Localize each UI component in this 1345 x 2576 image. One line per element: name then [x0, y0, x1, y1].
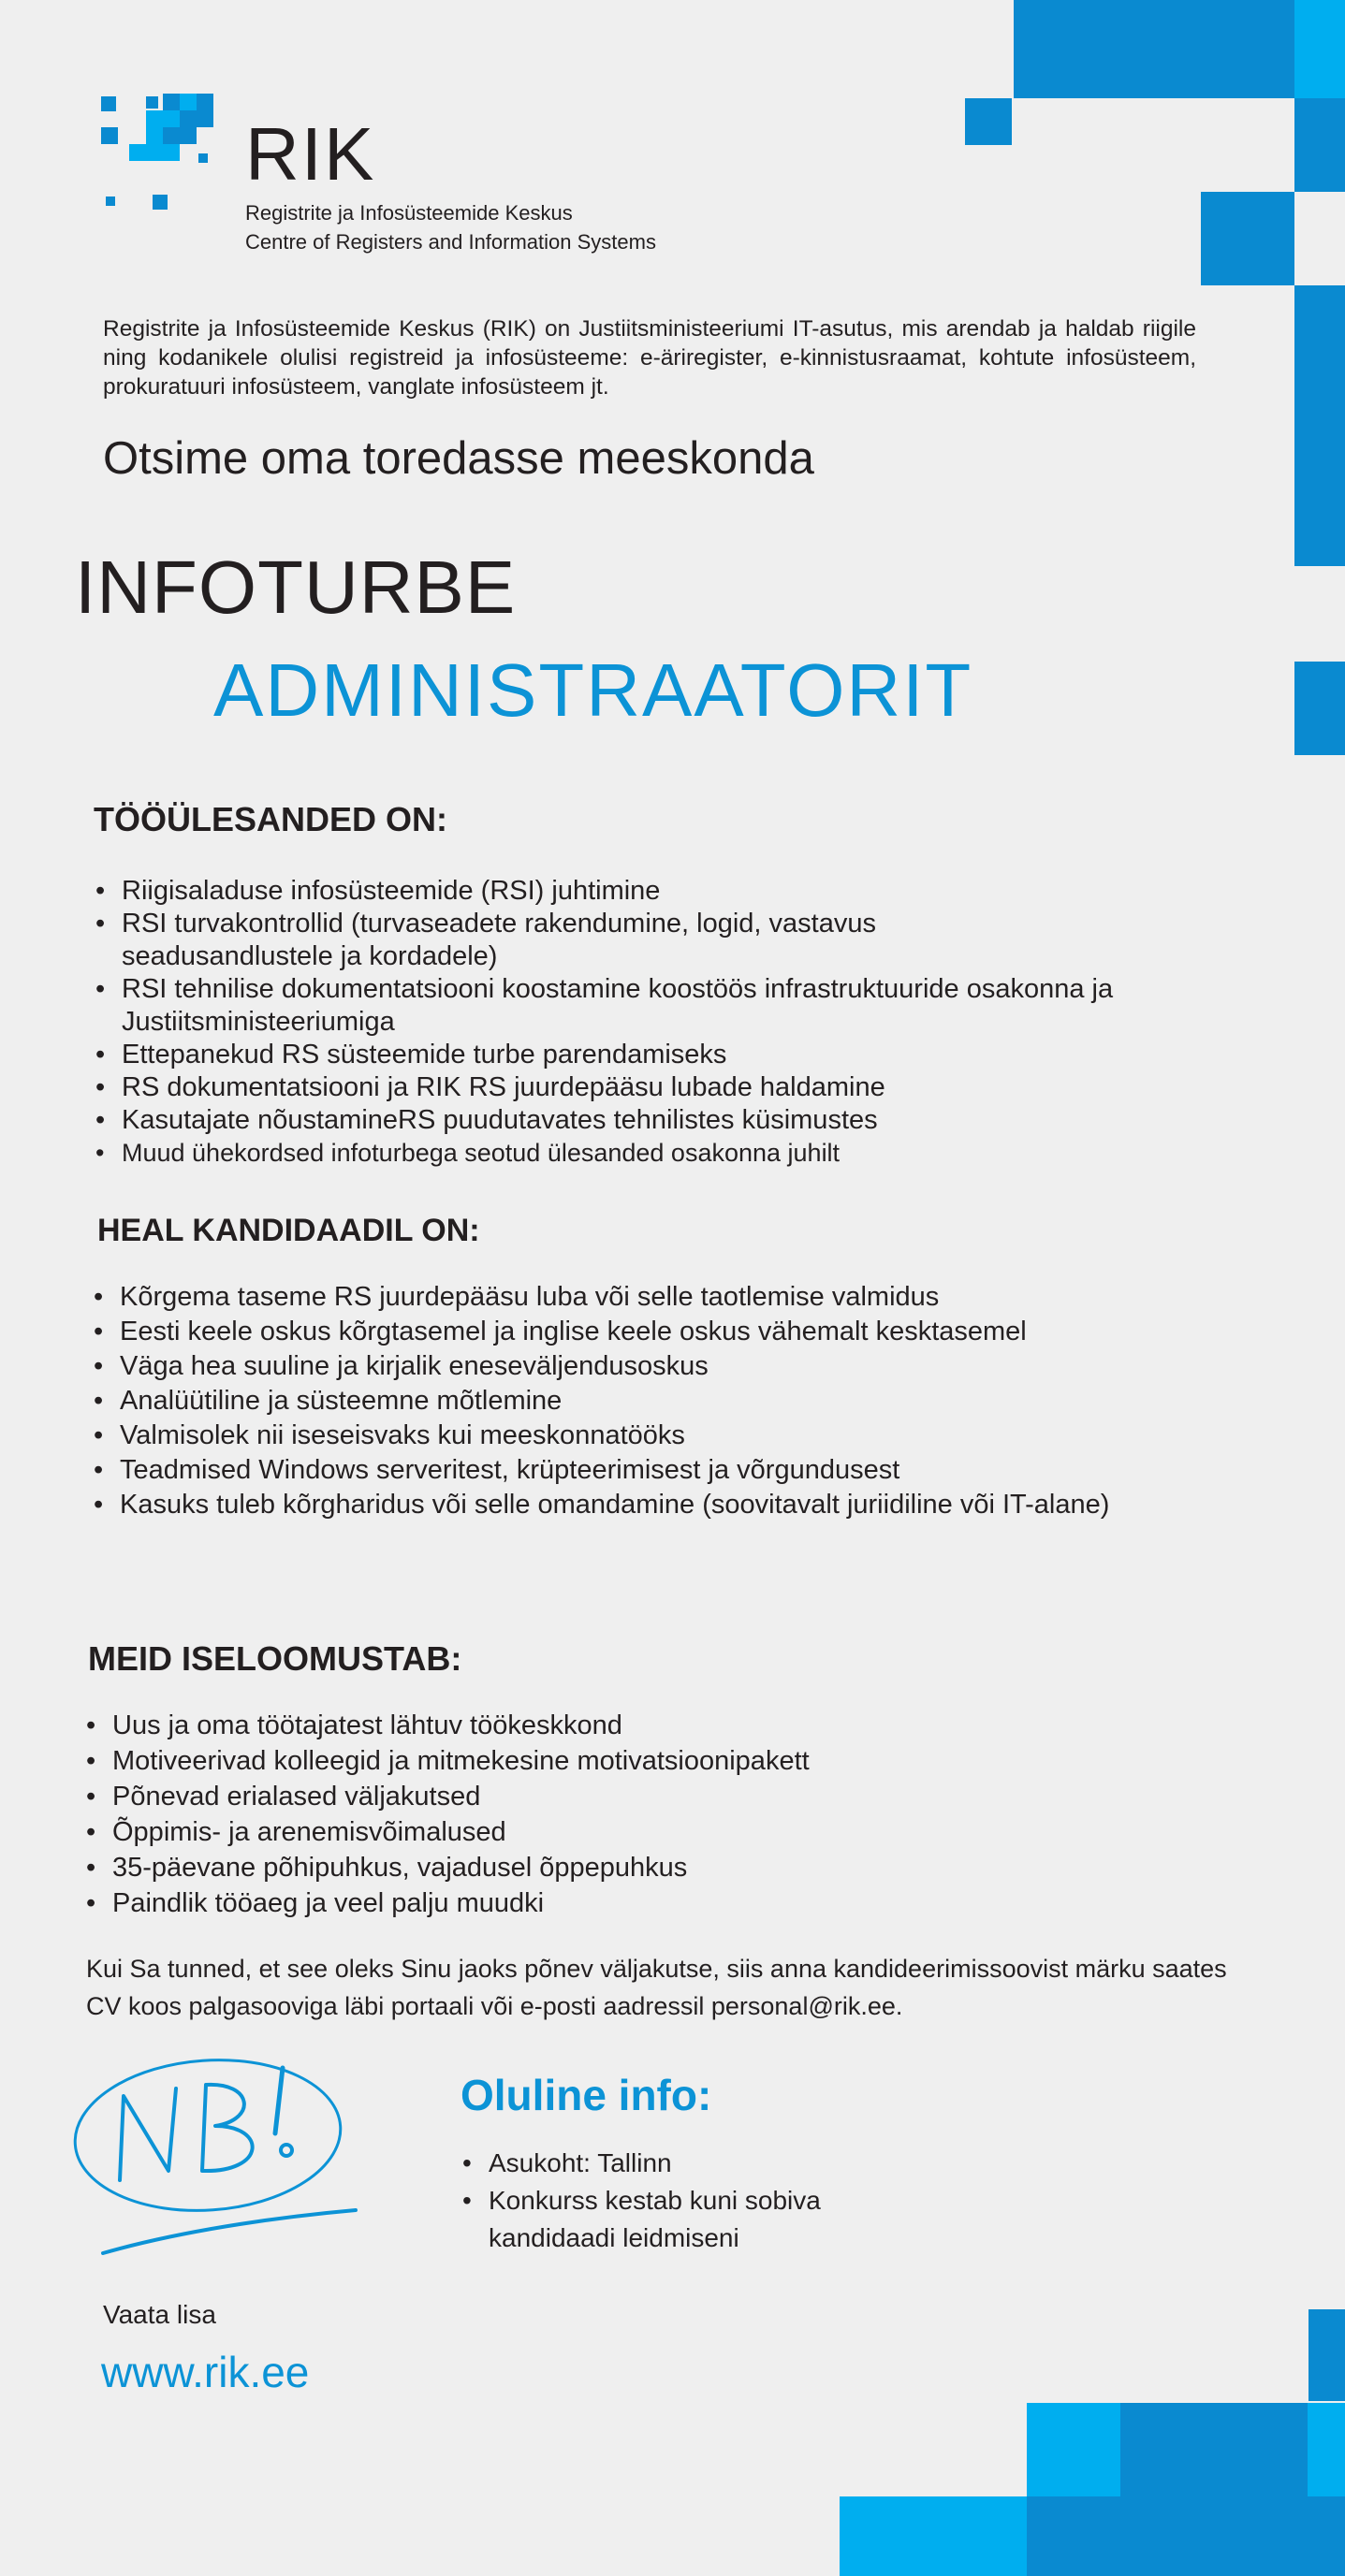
- position-title-line1: INFOTURBE: [75, 546, 517, 629]
- logo-name: RIK: [245, 112, 376, 196]
- list-item: • Ettepanekud RS süsteemide turbe parendamiseks: [95, 1039, 1219, 1071]
- list-item: • 35-päevane põhipuhkus, vajadusel õppepuhkus: [86, 1850, 1116, 1885]
- deco-square: [1027, 2496, 1345, 2576]
- deco-square: [840, 2496, 1027, 2576]
- list-item: • Teadmised Windows serveritest, krüpteerimisest ja võrgundusest: [94, 1453, 1264, 1488]
- deco-square: [1308, 2309, 1345, 2401]
- list-item: • Muud ühekordsed infoturbega seotud ülesanded osakonna juhilt: [95, 1137, 1219, 1170]
- deco-square: [1014, 0, 1294, 98]
- list-item: • Riigisaladuse infosüsteemide (RSI) juhtimine: [95, 875, 1219, 908]
- logo-subtitle-et: Registrite ja Infosüsteemide Keskus: [245, 201, 573, 225]
- list-item: • Väga hea suuline ja kirjalik eneseväljendusoskus: [94, 1349, 1264, 1384]
- deco-square: [1201, 192, 1294, 285]
- deco-square: [965, 98, 1012, 145]
- nb-handwritten-icon: [66, 2040, 365, 2264]
- list-item: • Õppimis- ja arenemisvõimalused: [86, 1814, 1116, 1850]
- list-item: • Paindlik tööaeg ja veel palju muudki: [86, 1885, 1116, 1921]
- deco-square: [1294, 98, 1345, 192]
- list-item: • Kõrgema taseme RS juurdepääsu luba või selle taotlemise valmidus: [94, 1280, 962, 1315]
- position-title-line2: ADMINISTRAATORIT: [213, 648, 973, 732]
- deco-square: [1294, 0, 1345, 98]
- list-item: • Põnevad erialased väljakutsed: [86, 1779, 1116, 1814]
- list-item: • RSI turvakontrollid (turvaseadete rakendumine, logid, vastavus seadusandlustele ja kordadele): [95, 908, 992, 973]
- candidate-title: HEAL KANDIDAADIL ON:: [97, 1213, 480, 1248]
- logo-mark-icon: [101, 92, 232, 218]
- intro-text: Registrite ja Infosüsteemide Keskus (RIK) on Justiitsministeeriumi IT-asutus, mis arendab ja haldab riigile ning kodanikele olulisi registreid ja infosüsteeme: e-äriregister, e-kinnistusraamat, kohtute infosüsteem, prokuratuuri infosüsteem, vanglate infosüsteem jt.: [103, 316, 1196, 400]
- deco-square: [1294, 285, 1345, 566]
- tasks-title: TÖÖÜLESANDED ON:: [94, 800, 447, 838]
- deco-square: [1027, 2403, 1120, 2496]
- info-list: [461, 2145, 863, 2257]
- list-item: • RS dokumentatsiooni ja RIK RS juurdepääsu lubade haldamine: [95, 1071, 1219, 1104]
- offer-title: MEID ISELOOMUSTAB:: [88, 1639, 462, 1678]
- list-item: • Valmisolek nii iseseisvaks kui meeskonnatööks: [94, 1419, 1264, 1453]
- list-item: • Motiveerivad kolleegid ja mitmekesine motivatsioonipakett: [86, 1743, 1116, 1779]
- logo-subtitle: [245, 198, 656, 256]
- candidate-list: [94, 1280, 1264, 1522]
- deco-square: [1120, 2403, 1308, 2496]
- tasks-list: [95, 875, 1219, 1170]
- offer-list: [86, 1708, 1116, 1921]
- list-item: • Kasuks tuleb kõrgharidus või selle omandamine (soovitavalt juriidiline või IT-alane): [94, 1488, 1264, 1522]
- list-item: • Asukoht: Tallinn: [461, 2145, 863, 2182]
- apply-text: Kui Sa tunned, et see oleks Sinu jaoks põnev väljakutse, siis anna kandideerimissoovist märku saates CV koos palgasooviga läbi portaali või e-posti aadressil personal@rik.ee.: [86, 1955, 1227, 2020]
- list-item: • RSI tehnilise dokumentatsiooni koostamine koostöös infrastruktuuride osakonna ja Justiitsministeeriumiga: [95, 973, 1219, 1039]
- website-link[interactable]: www.rik.ee: [101, 2348, 310, 2396]
- list-item: • Analüütiline ja süsteemne mõtlemine: [94, 1384, 1264, 1419]
- deco-square: [1294, 662, 1345, 755]
- list-item: • Eesti keele oskus kõrgtasemel ja inglise keele oskus vähemalt kesktasemel: [94, 1315, 1264, 1349]
- list-item: • Kasutajate nõustamineRS puudutavates tehnilistes küsimustes: [95, 1104, 1219, 1137]
- deco-square: [1308, 2403, 1345, 2496]
- see-more-label: Vaata lisa: [103, 2300, 216, 2329]
- list-item: • Konkurss kestab kuni sobiva kandidaadi leidmiseni: [461, 2182, 863, 2257]
- info-title: Oluline info:: [461, 2071, 712, 2119]
- list-item: • Uus ja oma töötajatest lähtuv töökeskkond: [86, 1708, 1116, 1743]
- lead-text: Otsime oma toredasse meeskonda: [103, 433, 814, 484]
- logo-subtitle-en: Centre of Registers and Information Systems: [245, 230, 656, 254]
